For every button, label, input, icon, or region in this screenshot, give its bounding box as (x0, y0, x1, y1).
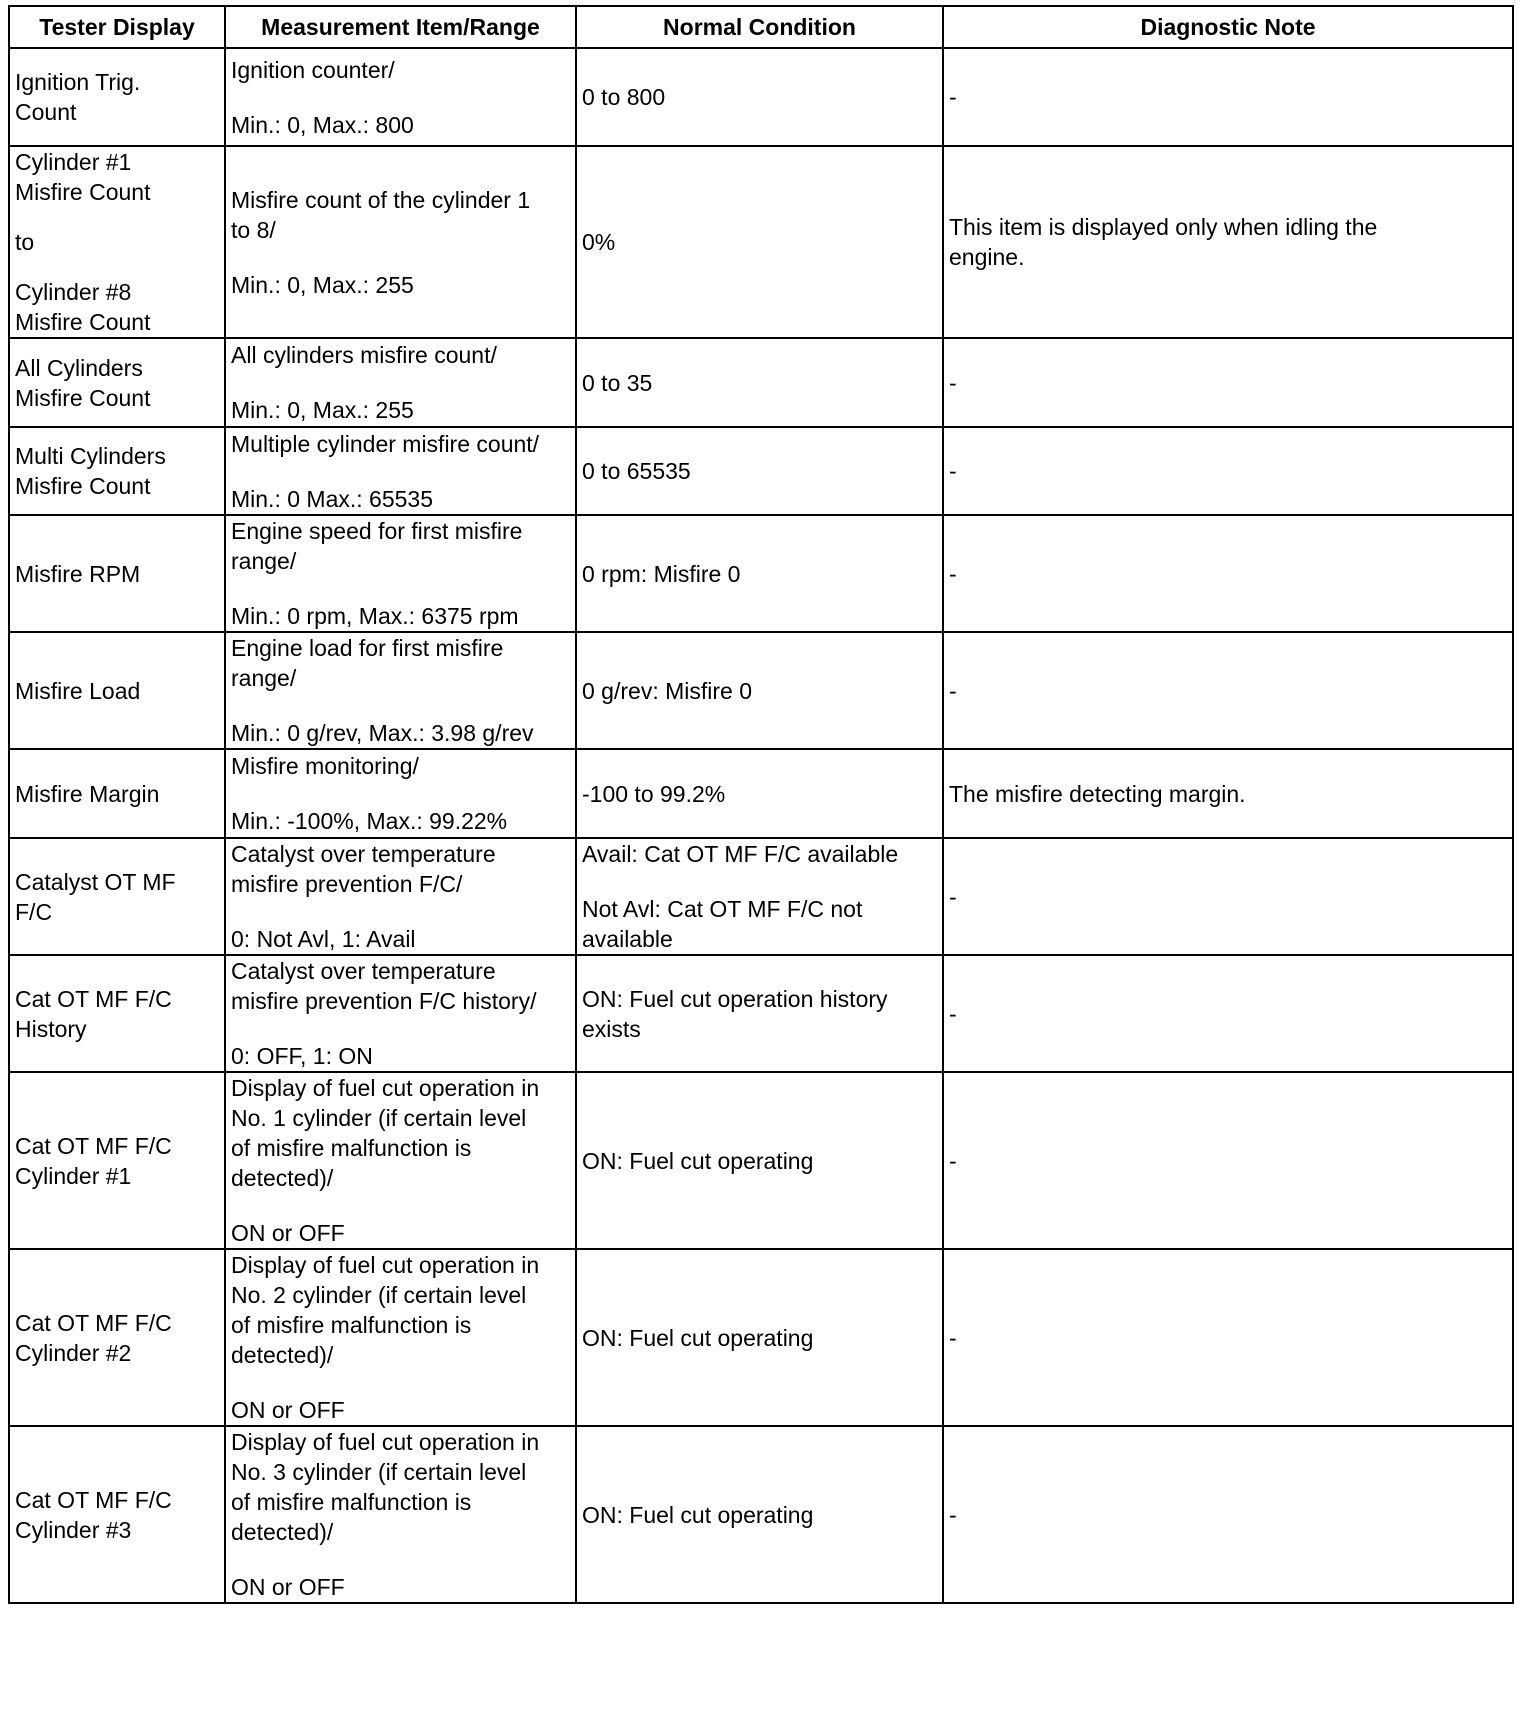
cell-normal-condition-paragraph (582, 1500, 937, 1530)
cell-normal-condition (576, 1249, 943, 1426)
cell-measurement-item-line: range/ (231, 665, 297, 691)
cell-diagnostic-note (943, 48, 1513, 146)
tester-display-line: Misfire Count (15, 384, 151, 411)
cell-diagnostic-note-line: - (949, 458, 957, 484)
cell-normal-condition-paragraph (582, 839, 937, 869)
cell-normal-condition (576, 146, 943, 338)
cell-measurement-item-paragraph (231, 516, 570, 576)
cell-measurement-item-line: detected)/ (231, 1165, 334, 1191)
data-list-table (8, 5, 1514, 1604)
cell-measurement-item-paragraph (231, 956, 570, 1016)
header-diagnostic-note: Diagnostic Note (943, 6, 1513, 48)
cell-diagnostic-note-line: - (949, 1501, 957, 1528)
cell-diagnostic-note (943, 1426, 1513, 1603)
cell-measurement-item-line: Min.: 0, Max.: 800 (231, 111, 414, 138)
cell-measurement-item (225, 955, 576, 1072)
cell-measurement-item-line: Min.: 0, Max.: 255 (231, 397, 414, 423)
cell-tester-display (9, 1249, 225, 1426)
cell-diagnostic-note-paragraph (949, 1323, 1507, 1353)
cell-measurement-item-paragraph (231, 270, 570, 300)
cell-measurement-item (225, 338, 576, 427)
cell-diagnostic-note-line: - (949, 369, 957, 396)
cell-diagnostic-note-paragraph (949, 676, 1507, 706)
cell-measurement-item-line: Misfire count of the cylinder 1 (231, 186, 531, 213)
table-row (9, 632, 1513, 749)
cell-measurement-item-line: Min.: 0, Max.: 255 (231, 271, 414, 298)
tester-display-line (15, 257, 219, 277)
cell-normal-condition (576, 838, 943, 955)
cell-measurement-item-line: Min.: 0 Max.: 65535 (231, 485, 433, 512)
cell-measurement-item-line: All cylinders misfire count/ (231, 342, 497, 368)
cell-normal-condition-line: Not Avl: Cat OT MF F/C not (582, 896, 863, 922)
cell-measurement-item-line: 0: OFF, 1: ON (231, 1043, 373, 1069)
cell-measurement-item-paragraph (231, 395, 570, 425)
header-measurement-item: Measurement Item/Range (225, 6, 576, 48)
header-normal-condition: Normal Condition (576, 6, 943, 48)
cell-measurement-item-line: Display of fuel cut operation in (231, 1429, 540, 1455)
cell-measurement-item-paragraph (231, 110, 570, 140)
tester-display-line: Ignition Trig. (15, 69, 141, 95)
cell-diagnostic-note (943, 427, 1513, 515)
tester-display-line: Cylinder #2 (15, 1339, 132, 1366)
cell-normal-condition-line: ON: Fuel cut operating (582, 1324, 814, 1351)
cell-tester-display (9, 1426, 225, 1603)
cell-measurement-item-line: Catalyst over temperature (231, 841, 496, 867)
cell-tester-display (9, 146, 225, 338)
cell-measurement-item-paragraph (231, 806, 570, 836)
cell-normal-condition-line: -100 to 99.2% (582, 780, 726, 807)
cell-tester-display (9, 48, 225, 146)
cell-measurement-item-line: of misfire malfunction is (231, 1489, 472, 1515)
cell-measurement-item-line: range/ (231, 548, 297, 574)
cell-normal-condition (576, 48, 943, 146)
tester-display-line: Cylinder #1 (15, 149, 132, 175)
cell-normal-condition-line: available (582, 926, 673, 952)
cell-measurement-item-paragraph (231, 601, 570, 631)
tester-display-line: F/C (15, 898, 53, 925)
cell-measurement-item-line: misfire prevention F/C history/ (231, 988, 537, 1014)
cell-diagnostic-note-paragraph (949, 212, 1507, 272)
cell-measurement-item-line: Engine load for first misfire (231, 635, 504, 661)
cell-normal-condition-paragraph (582, 779, 937, 809)
cell-measurement-item-line: No. 1 cylinder (if certain level (231, 1105, 527, 1131)
cell-normal-condition-line: Avail: Cat OT MF F/C available (582, 841, 899, 867)
cell-diagnostic-note-line: - (949, 1324, 957, 1351)
cell-diagnostic-note-paragraph (949, 882, 1507, 912)
cell-diagnostic-note (943, 955, 1513, 1072)
cell-measurement-item-line: Display of fuel cut operation in (231, 1252, 540, 1278)
cell-normal-condition-line: 0 to 65535 (582, 458, 691, 484)
cell-measurement-item (225, 1426, 576, 1603)
cell-diagnostic-note-paragraph (949, 559, 1507, 589)
table-row (9, 1072, 1513, 1249)
tester-display-line: All Cylinders (15, 354, 143, 381)
cell-normal-condition-paragraph (582, 894, 937, 954)
cell-normal-condition-paragraph (582, 227, 937, 257)
cell-measurement-item-line: No. 2 cylinder (if certain level (231, 1282, 527, 1308)
cell-tester-display (9, 427, 225, 515)
cell-normal-condition-paragraph (582, 559, 937, 589)
cell-normal-condition-paragraph (582, 368, 937, 398)
cell-diagnostic-note-line: - (949, 1147, 957, 1174)
cell-measurement-item-line: Misfire monitoring/ (231, 753, 419, 779)
cell-diagnostic-note-line: - (949, 560, 957, 587)
cell-measurement-item-paragraph (231, 839, 570, 899)
cell-measurement-item-line: Display of fuel cut operation in (231, 1075, 540, 1101)
cell-measurement-item-paragraph (231, 1218, 570, 1248)
cell-normal-condition-line: exists (582, 1015, 641, 1042)
cell-measurement-item (225, 1249, 576, 1426)
cell-normal-condition-paragraph (582, 456, 937, 486)
cell-diagnostic-note-line: - (949, 883, 957, 910)
cell-measurement-item (225, 146, 576, 338)
header-row (9, 6, 1513, 48)
table-row (9, 146, 1513, 338)
cell-diagnostic-note-paragraph (949, 1500, 1507, 1530)
cell-diagnostic-note-paragraph (949, 368, 1507, 398)
cell-measurement-item-paragraph (231, 751, 570, 781)
tester-display-line: Misfire Margin (15, 780, 160, 807)
cell-tester-display (9, 1072, 225, 1249)
table-row (9, 1426, 1513, 1603)
table-row (9, 427, 1513, 515)
cell-normal-condition-line: ON: Fuel cut operating (582, 1147, 814, 1174)
cell-measurement-item-line: Min.: 0 rpm, Max.: 6375 rpm (231, 603, 519, 629)
cell-tester-display (9, 338, 225, 427)
cell-diagnostic-note-line: The misfire detecting margin. (949, 780, 1246, 807)
cell-normal-condition-paragraph (582, 676, 937, 706)
cell-measurement-item-paragraph (231, 718, 570, 748)
cell-tester-display (9, 632, 225, 749)
cell-measurement-item (225, 749, 576, 838)
tester-display-line: Multi Cylinders (15, 443, 166, 469)
tester-display-line: Catalyst OT MF (15, 868, 176, 895)
cell-measurement-item-line: Ignition counter/ (231, 56, 395, 83)
cell-diagnostic-note (943, 146, 1513, 338)
table-row (9, 338, 1513, 427)
cell-measurement-item-line: detected)/ (231, 1519, 334, 1545)
table-header (9, 6, 1513, 48)
cell-normal-condition-paragraph (582, 984, 937, 1044)
cell-measurement-item-paragraph (231, 1073, 570, 1193)
cell-diagnostic-note-paragraph (949, 82, 1507, 112)
tester-display-line: Count (15, 99, 77, 125)
cell-measurement-item-line: 0: Not Avl, 1: Avail (231, 926, 416, 952)
cell-normal-condition (576, 338, 943, 427)
cell-tester-display (9, 955, 225, 1072)
table-row (9, 515, 1513, 632)
cell-normal-condition (576, 1072, 943, 1249)
tester-display-line: Cylinder #8 (15, 279, 132, 305)
cell-measurement-item (225, 48, 576, 146)
cell-normal-condition-paragraph (582, 1323, 937, 1353)
tester-display-line: Cat OT MF F/C (15, 1486, 172, 1513)
cell-diagnostic-note (943, 749, 1513, 838)
cell-measurement-item-paragraph (231, 1572, 570, 1602)
cell-measurement-item-line: to 8/ (231, 216, 276, 243)
tester-display-line: Misfire Count (15, 309, 151, 335)
table-row (9, 1249, 1513, 1426)
header-tester-display: Tester Display (9, 6, 225, 48)
cell-measurement-item-line: Multiple cylinder misfire count/ (231, 430, 540, 457)
cell-measurement-item-line: detected)/ (231, 1342, 334, 1368)
cell-diagnostic-note (943, 1072, 1513, 1249)
cell-diagnostic-note (943, 838, 1513, 955)
cell-diagnostic-note-paragraph (949, 779, 1507, 809)
cell-normal-condition-line: 0 to 800 (582, 84, 666, 110)
cell-diagnostic-note-line: engine. (949, 244, 1025, 270)
cell-tester-display (9, 838, 225, 955)
tester-display-line: Misfire Count (15, 473, 151, 499)
cell-normal-condition-line: ON: Fuel cut operation history (582, 985, 888, 1012)
cell-diagnostic-note-paragraph (949, 456, 1507, 486)
tester-display-line: History (15, 1015, 87, 1042)
cell-measurement-item (225, 515, 576, 632)
cell-normal-condition-line: 0% (582, 229, 616, 255)
cell-measurement-item-line: No. 3 cylinder (if certain level (231, 1459, 527, 1485)
cell-diagnostic-note (943, 1249, 1513, 1426)
cell-diagnostic-note-line: - (949, 84, 957, 110)
cell-normal-condition-paragraph (582, 1146, 937, 1176)
cell-normal-condition (576, 749, 943, 838)
cell-diagnostic-note (943, 632, 1513, 749)
tester-display-line: Cat OT MF F/C (15, 985, 172, 1012)
cell-measurement-item-line: of misfire malfunction is (231, 1135, 472, 1161)
cell-measurement-item-paragraph (231, 340, 570, 370)
cell-normal-condition (576, 515, 943, 632)
cell-normal-condition (576, 427, 943, 515)
cell-measurement-item-line: misfire prevention F/C/ (231, 871, 463, 897)
cell-diagnostic-note-line: - (949, 1000, 957, 1027)
table-row (9, 48, 1513, 146)
tester-display-line: Cat OT MF F/C (15, 1132, 172, 1159)
table-row (9, 838, 1513, 955)
cell-measurement-item-paragraph (231, 1250, 570, 1370)
tester-display-line (15, 207, 219, 227)
cell-measurement-item-paragraph (231, 55, 570, 85)
cell-tester-display (9, 515, 225, 632)
cell-measurement-item-paragraph (231, 1427, 570, 1547)
tester-display-line: Cylinder #3 (15, 1516, 132, 1543)
cell-measurement-item-line: Min.: 0 g/rev, Max.: 3.98 g/rev (231, 720, 534, 746)
cell-normal-condition-paragraph (582, 82, 937, 112)
tester-display-line: Misfire Count (15, 179, 151, 205)
cell-diagnostic-note-line: This item is displayed only when idling the (949, 214, 1378, 240)
cell-measurement-item-paragraph (231, 484, 570, 514)
cell-normal-condition-line: 0 rpm: Misfire 0 (582, 560, 741, 587)
cell-tester-display (9, 749, 225, 838)
tester-display-line: to (15, 229, 35, 255)
cell-measurement-item-paragraph (231, 1395, 570, 1425)
cell-measurement-item-paragraph (231, 633, 570, 693)
table-row (9, 749, 1513, 838)
cell-diagnostic-note-paragraph (949, 1146, 1507, 1176)
cell-normal-condition (576, 632, 943, 749)
cell-diagnostic-note (943, 338, 1513, 427)
cell-measurement-item-line: ON or OFF (231, 1574, 345, 1600)
cell-measurement-item-paragraph (231, 924, 570, 954)
cell-normal-condition-line: 0 g/rev: Misfire 0 (582, 677, 752, 704)
table-row (9, 955, 1513, 1072)
cell-measurement-item-line: of misfire malfunction is (231, 1312, 472, 1338)
cell-measurement-item (225, 427, 576, 515)
tester-display-line: Misfire Load (15, 677, 141, 704)
cell-diagnostic-note (943, 515, 1513, 632)
tester-display-line: Cat OT MF F/C (15, 1309, 172, 1336)
cell-measurement-item (225, 632, 576, 749)
cell-diagnostic-note-paragraph (949, 999, 1507, 1029)
cell-diagnostic-note-line: - (949, 677, 957, 704)
cell-normal-condition-line: 0 to 35 (582, 369, 653, 396)
cell-measurement-item-paragraph (231, 429, 570, 459)
tester-display-line: Misfire RPM (15, 560, 141, 587)
cell-measurement-item-paragraph (231, 1041, 570, 1071)
tester-display-line: Cylinder #1 (15, 1162, 132, 1189)
cell-measurement-item-line: Catalyst over temperature (231, 958, 496, 984)
cell-measurement-item-line: Engine speed for first misfire (231, 518, 523, 544)
cell-measurement-item-line: Min.: -100%, Max.: 99.22% (231, 808, 508, 834)
cell-measurement-item-paragraph (231, 185, 570, 245)
cell-measurement-item (225, 838, 576, 955)
cell-normal-condition-line: ON: Fuel cut operating (582, 1501, 814, 1528)
cell-normal-condition (576, 1426, 943, 1603)
cell-measurement-item (225, 1072, 576, 1249)
cell-measurement-item-line: ON or OFF (231, 1220, 345, 1246)
table-body (9, 48, 1513, 1603)
cell-normal-condition (576, 955, 943, 1072)
cell-measurement-item-line: ON or OFF (231, 1397, 345, 1423)
